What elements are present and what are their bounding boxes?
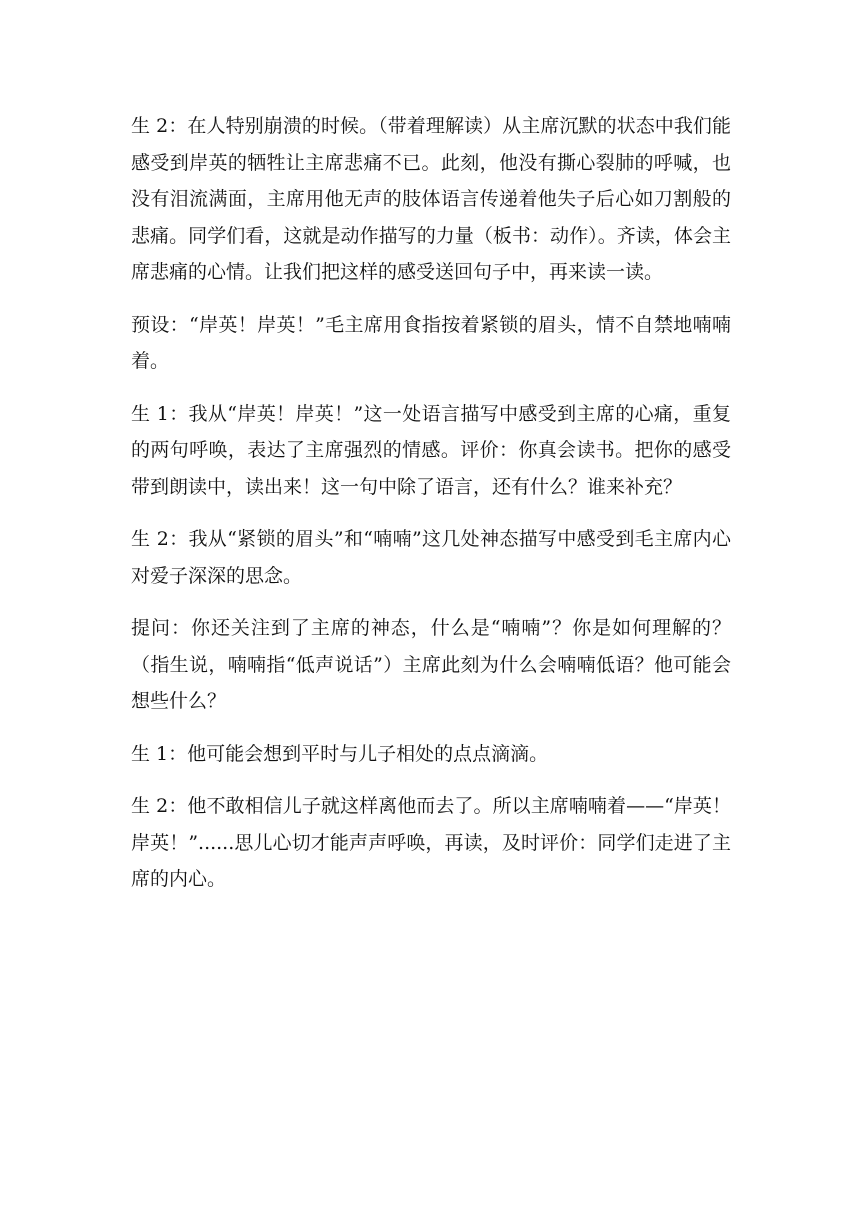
paragraph-student2-collapse: 生 2：在人特别崩溃的时候。（带着理解读）从主席沉默的状态中我们能感受到岸英的牺牲让主席悲痛不已。此刻，他没有撕心裂肺的呼喊，也没有泪流满面，主席用他无声的肢体语言传递着他失子后心如刀割般的悲痛。同学们看，这就是动作描写的力量（板书：动作）。齐读，体会主席悲痛的心情。让我们把这样的感受送回句子中，再来读一读。 <box>131 115 731 283</box>
document-body <box>131 108 731 914</box>
paragraph-student1-language: 生 1：我从“岸英！岸英！”这一处语言描写中感受到主席的心痛，重复的两句呼唤，表达了主席强烈的情感。评价：你真会读书。把你的感受带到朗读中，读出来！这一句中除了语言，还有什么？谁来补充？ <box>131 402 731 498</box>
paragraph-question: 提问：你还关注到了主席的神态，什么是“喃喃”？你是如何理解的？（指生说，喃喃指“低声说话”）主席此刻为什么会喃喃低语？他可能会想些什么？ <box>131 617 731 712</box>
paragraph-student1-memories: 生 1：他可能会想到平时与儿子相处的点点滴滴。 <box>131 742 549 765</box>
paragraph-student2-expression: 生 2：我从“紧锁的眉头”和“喃喃”这几处神态描写中感受到毛主席内心对爱子深深的思念。 <box>131 528 731 587</box>
paragraph-preset: 预设：“岸英！岸英！”毛主席用食指按着紧锁的眉头，情不自禁地喃喃着。 <box>131 313 731 372</box>
paragraph-student2-disbelief: 生 2：他不敢相信儿子就这样离他而去了。所以主席喃喃着——“岸英！岸英！”......思儿心切才能声声呼唤，再读，及时评价：同学们走进了主席的内心。 <box>131 795 731 890</box>
